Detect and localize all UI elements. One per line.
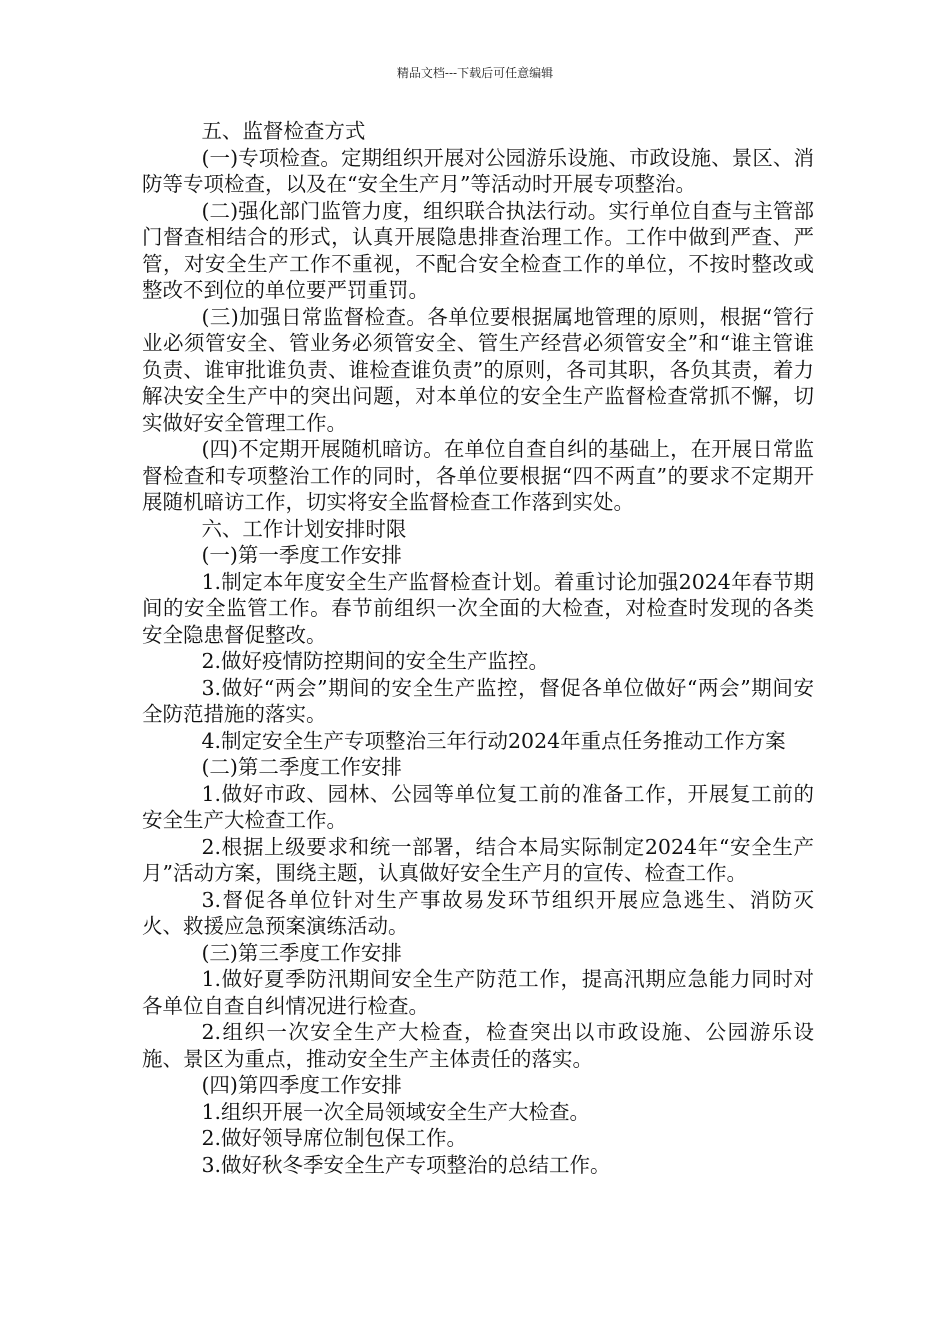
- list-item: 1.组织开展一次全局领域安全生产大检查。: [201, 1099, 590, 1124]
- list-item: 1.做好夏季防汛期间安全生产防范工作，提高汛期应急能力同时对各单位自查自纠情况进行检查。: [142, 967, 814, 1018]
- paragraph: (四)不定期开展随机暗访。在单位自查自纠的基础上，在开展日常监督检查和专项整治工作的同时，各单位要根据“四不两直”的要求不定期开展随机暗访工作，切实将安全监督检查工作落到实处。: [142, 437, 814, 514]
- list-item: 2.做好疫情防控期间的安全生产监控。: [201, 649, 549, 673]
- list-item: 3.督促各单位针对生产事故易发环节组织开展应急逃生、消防灭火、救援应急预案演练活动。: [142, 887, 814, 938]
- section-heading: 六、工作计划安排时限: [201, 516, 407, 541]
- list-item: 4.制定安全生产专项整治三年行动2024年重点任务推动工作方案: [201, 728, 786, 753]
- subsection-heading: (四)第四季度工作安排: [201, 1073, 402, 1097]
- document-body: [142, 118, 814, 1178]
- list-item: 2.组织一次安全生产大检查，检查突出以市政设施、公园游乐设施、景区为重点，推动安全生产主体责任的落实。: [142, 1020, 814, 1071]
- paragraph: (三)加强日常监督检查。各单位要根据属地管理的原则，根据“管行业必须管安全、管业务必须管安全、管生产经营必须管安全”和“谁主管谁负责、谁审批谁负责、谁检查谁负责”的原则，各司其职，各负其责，着力解决安全生产中的突出问题，对本单位的安全生产监督检查常抓不懈，切实做好安全管理工作。: [142, 304, 814, 435]
- section-heading: 五、监督检查方式: [201, 119, 366, 143]
- list-item: 3.做好“两会”期间的安全生产监控，督促各单位做好“两会”期间安全防范措施的落实。: [142, 675, 814, 726]
- list-item: 2.根据上级要求和统一部署，结合本局实际制定2024年“安全生产月”活动方案，围绕主题，认真做好安全生产月的宣传、检查工作。: [142, 834, 814, 885]
- subsection-heading: (一)第一季度工作安排: [201, 543, 402, 567]
- list-item: 1.做好市政、园林、公园等单位复工前的准备工作，开展复工前的安全生产大检查工作。: [142, 781, 814, 832]
- list-item: 3.做好秋冬季安全生产专项整治的总结工作。: [201, 1152, 611, 1177]
- list-item: 1.制定本年度安全生产监督检查计划。着重讨论加强2024年春节期间的安全监管工作。春节前组织一次全面的大检查，对检查时发现的各类安全隐患督促整改。: [142, 569, 814, 647]
- paragraph: (一)专项检查。定期组织开展对公园游乐设施、市政设施、景区、消防等专项检查，以及在“安全生产月”等活动时开展专项整治。: [142, 145, 814, 196]
- list-item: 2.做好领导席位制包保工作。: [201, 1126, 467, 1150]
- paragraph: (二)强化部门监管力度，组织联合执法行动。实行单位自查与主管部门督查相结合的形式，认真开展隐患排查治理工作。工作中做到严查、严管，对安全生产工作不重视，不配合安全检查工作的单位，不按时整改或整改不到位的单位要严罚重罚。: [142, 198, 814, 302]
- page-header: 精品文档---下载后可任意编辑: [396, 66, 554, 80]
- subsection-heading: (三)第三季度工作安排: [201, 940, 402, 965]
- subsection-heading: (二)第二季度工作安排: [201, 755, 402, 779]
